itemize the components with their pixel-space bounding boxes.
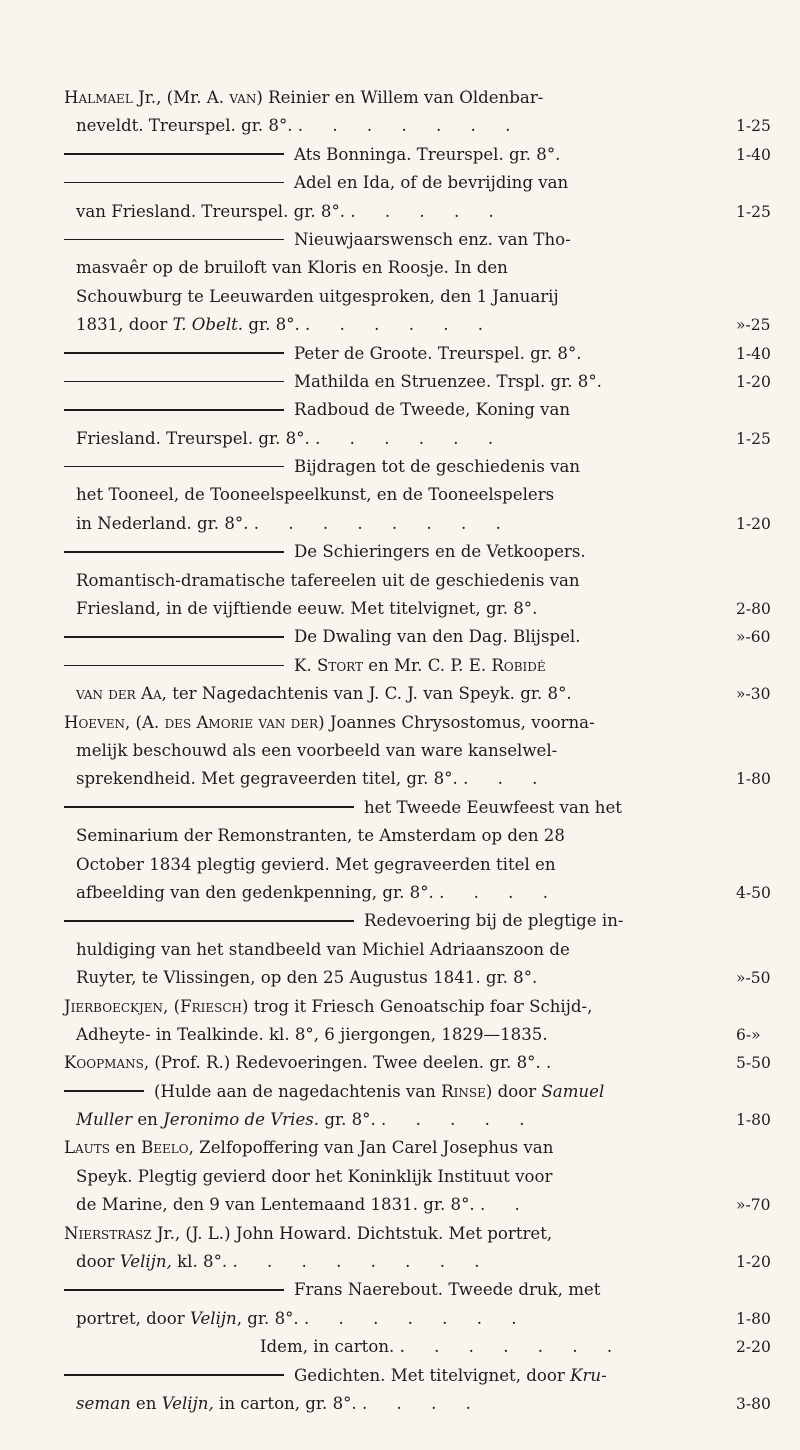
entry-line [64,623,771,651]
price: 5-50 [736,1054,771,1073]
entry-line [64,1248,771,1276]
leader-dots: . . . . . . [305,315,496,335]
entry-text: (Hulde aan de nagedachtenis van [154,1081,442,1101]
entry-line [64,112,771,140]
entry-text: Ruyter, te Vlissingen, op den 25 Augustus 1841. gr. 8°. [76,968,538,988]
catalog-entry [64,1276,771,1361]
entry-line [64,141,771,169]
entry-line [64,879,771,907]
leader-dots: . . [479,1195,532,1215]
entry-line [64,396,736,424]
entry-text: Peter de Groote. Treurspel. gr. 8°. [294,343,582,363]
entry-text: het Tweede Eeuwfeest van het [364,797,622,817]
ditto-rule [64,239,284,241]
price: »-25 [736,316,771,335]
entry-text: De Schieringers en de Vetkoopers. [294,542,586,562]
entry-line [64,567,736,595]
leader-dots: . . . . . . . [303,1308,529,1328]
entry-text: afbeelding van den gedenkpenning, gr. 8°. [76,882,434,902]
entry-text: Jeronimo de Vries. [163,1110,320,1130]
price: 2-80 [736,600,771,619]
leader-dots: . . . . . [350,201,506,221]
entry-line [64,481,736,509]
catalog-entry [64,538,771,623]
ditto-rule [64,1374,284,1376]
price: »-30 [736,685,771,704]
entry-text: Idem, in carton. [260,1337,395,1357]
price: 1-20 [736,1253,771,1272]
price: 3-80 [736,1394,771,1413]
ditto-rule [64,153,284,155]
ditto-rule [64,551,284,553]
entry-text: en Mr. C. P. E. [363,655,492,675]
catalog-entry [64,652,771,709]
ditto-rule [64,182,284,184]
entry-text: kl. 8°. [171,1252,228,1272]
entry-line [64,822,736,850]
catalog-entry [64,907,771,992]
leader-dots: . . . . . [381,1110,537,1130]
entry-line [64,169,736,197]
ditto-rule [64,381,284,383]
entry-text: van [229,88,257,107]
entry-text: Nierstrasz [64,1223,152,1243]
leader-dots: . . . . . . . [297,116,523,136]
entry-text: ) Joannes Chrysostomus, voorna- [318,712,595,732]
entry-line [64,1163,736,1191]
entry-text: Halmael [64,88,133,107]
catalog-entry [64,623,771,651]
entry-text: Velijn [190,1308,237,1328]
entry-line [64,964,771,992]
leader-dots: . . . . . . . [399,1337,625,1357]
entry-text: gr. 8°. [319,1110,376,1130]
entry-line [64,1021,761,1049]
entry-text: seman [76,1393,131,1413]
ditto-rule [64,1289,284,1291]
entry-text: Lauts [64,1138,111,1158]
entry-text: Velijn, [119,1252,172,1272]
entry-line [64,1220,736,1248]
entry-line [64,907,736,935]
entry-text: Mathilda en Struenzee. Trspl. gr. 8°. [294,371,602,391]
entry-text: Jr., (J. L.) John Howard. Dichtstuk. Met portret, [151,1223,553,1243]
entry-text: des Amorie van der [164,712,319,732]
leader-dots: . . . . . . . . [253,513,513,533]
entry-line [64,1390,771,1418]
entry-line [64,993,736,1021]
catalog-entry [64,368,771,396]
entry-text: Stort [316,655,363,675]
entry-text: Koopmans [64,1053,144,1073]
catalog-entry [64,396,771,453]
entry-text: Hoeven [64,712,125,732]
price: 4-50 [736,883,771,902]
entry-line [64,1362,736,1390]
price: »-70 [736,1196,771,1215]
ditto-rule [64,1090,144,1092]
entry-text: neveldt. Treurspel. gr. 8°. [76,116,293,136]
entry-text: , (Prof. R.) Redevoeringen. Twee deelen. gr. 8°. [143,1053,541,1073]
entry-text: in Nederland. gr. 8°. [76,513,249,533]
price: 1-80 [736,1309,771,1328]
price: 1-80 [736,1111,771,1130]
catalog-entry [64,1049,771,1077]
entry-text: in carton, gr. 8°. [213,1393,357,1413]
entry-line [64,595,771,623]
ditto-rule [64,466,284,468]
entry-text: Radboud de Tweede, Koning van [294,400,571,420]
entry-text: K. [294,655,317,675]
ditto-rule [64,920,354,922]
price: 1-80 [736,770,771,789]
entry-line [64,538,736,566]
entry-text: Velijn, [161,1393,214,1413]
entry-line [64,425,771,453]
entry-line [64,765,771,793]
entry-line [64,709,736,737]
entry-text: , ( [163,996,181,1016]
price: 1-25 [736,117,771,136]
entry-text: 1831, door [76,315,173,335]
entry-text: , (A. [125,712,165,732]
price: 2-20 [736,1338,771,1357]
price: »-50 [736,969,771,988]
catalog-entry [64,1362,771,1419]
entry-line [64,1078,736,1106]
catalog-entry [64,340,771,368]
entry-text: Rinse [441,1081,486,1101]
catalog-list [64,84,771,1418]
entry-text: huldiging van het standbeeld van Michiel Adriaanszoon de [76,939,570,959]
entry-text: Jierboeckjen [64,996,164,1016]
entry-text: het Tooneel, de Tooneelspeelkunst, en de Tooneelspelers [76,485,555,505]
entry-line [64,936,736,964]
leader-dots: . . . . [439,882,560,902]
entry-line [64,680,771,708]
entry-line [64,1134,736,1162]
entry-text: Robidé [491,655,546,675]
entry-line [64,198,771,226]
entry-text: October 1834 plegtig gevierd. Met gegraveerden titel en [76,854,556,874]
catalog-entry [64,1220,771,1277]
entry-text: Friesland. Treurspel. gr. 8°. [76,428,310,448]
price: 1-40 [736,145,771,164]
entry-line [64,311,771,339]
entry-line [64,794,736,822]
entry-text: Redevoering bij de plegtige in- [364,911,624,931]
entry-text: ) door [485,1081,542,1101]
leader-dots: . . . . . . [315,428,506,448]
ditto-rule [64,806,354,808]
entry-line [64,340,771,368]
catalog-entry [64,1078,771,1135]
price: 6-» [736,1025,761,1044]
price: 1-25 [736,202,771,221]
catalog-entry [64,993,761,1050]
entry-text: Seminarium der Remonstranten, te Amsterdam op den 28 [76,826,565,846]
entry-text: Samuel [541,1081,605,1101]
price: »-60 [736,628,771,647]
entry-text: Gedichten. Met titelvignet, door [294,1365,571,1385]
entry-text: , Zelfopoffering van Jan Carel Josephus van [188,1138,554,1158]
entry-line [64,453,736,481]
catalog-entry [64,141,771,169]
catalog-entry [64,84,771,141]
entry-text: Schouwburg te Leeuwarden uitgesproken, den 1 Januarij [76,286,559,306]
ditto-rule [64,352,284,354]
entry-text: masvaêr op de bruiloft van Kloris en Roosje. In den [76,258,508,278]
catalog-entry [64,794,771,908]
entry-text: Bijdragen tot de geschiedenis van [294,457,581,477]
entry-text: , gr. 8°. [236,1308,299,1328]
price: 1-40 [736,344,771,363]
entry-text: ) Reinier en Willem van Oldenbar- [256,88,544,107]
entry-line [64,226,736,254]
entry-line [64,1106,771,1134]
entry-text: Ats Bonninga. Treurspel. gr. 8°. [294,144,561,164]
price: 1-25 [736,429,771,448]
price: 1-20 [736,372,771,391]
entry-line [64,510,771,538]
entry-text: de Marine, den 9 van Lentemaand 1831. gr. 8°. [76,1195,475,1215]
entry-text: Friesch [180,996,242,1016]
entry-line [64,1049,771,1077]
entry-text: en [132,1110,164,1130]
leader-dots: . [546,1053,564,1073]
entry-line [64,254,736,282]
entry-text: , ter Nagedachtenis van J. C. J. van Speyk. gr. 8°. [161,684,572,704]
entry-text: van Friesland. Treurspel. gr. 8°. [76,201,346,221]
catalog-entry [64,709,771,794]
entry-text: portret, door [76,1308,190,1328]
catalog-entry [64,169,771,226]
entry-text: Kru- [570,1365,607,1385]
ditto-rule [64,636,284,638]
entry-text: Speyk. Plegtig gevierd door het Koninklijk Instituut voor [76,1166,553,1186]
entry-line [64,1276,736,1304]
ditto-rule [64,665,284,667]
entry-text: en [130,1393,162,1413]
entry-line [64,283,736,311]
entry-text: Jr., (Mr. A. [132,88,230,107]
entry-text: door [76,1252,120,1272]
entry-line [64,1333,771,1361]
entry-line [64,1191,771,1219]
entry-text: en [110,1138,142,1158]
catalog-entry [64,226,771,340]
entry-text: De Dwaling van den Dag. Blijspel. [294,627,581,647]
entry-line [64,652,736,680]
entry-text: Adel en Ida, of de bevrijding van [294,173,569,193]
leader-dots: . . . . [361,1393,483,1413]
entry-text: Beelo [141,1138,189,1158]
ditto-rule [64,409,284,411]
catalog-entry [64,453,771,538]
entry-text: van der Aa [76,684,162,704]
entry-text: Frans Naerebout. Tweede druk, met [294,1280,601,1300]
entry-text: gr. 8°. [243,315,300,335]
entry-text: ) trog it Friesch Genoatschip foar Schijd-, [242,996,593,1016]
entry-line [64,851,736,879]
leader-dots: . . . [463,769,550,789]
leader-dots: . . . . . . . . [232,1252,492,1272]
entry-text: Muller [76,1110,133,1130]
entry-text: Adheyte- in Tealkinde. kl. 8°, 6 jiergongen, 1829—1835. [76,1024,548,1044]
catalog-entry [64,1134,771,1219]
entry-text: Friesland, in de vijftiende eeuw. Met titelvignet, gr. 8°. [76,599,538,619]
entry-text: sprekendheid. Met gegraveerden titel, gr. 8°. [76,769,458,789]
entry-text: Nieuwjaarswensch enz. van Tho- [294,229,571,249]
entry-text: Romantisch-dramatische tafereelen uit de geschiedenis van [76,570,580,590]
entry-line [64,84,736,112]
entry-text: T. Obelt. [172,315,244,335]
entry-line [64,368,771,396]
price: 1-20 [736,514,771,533]
entry-line [64,1305,771,1333]
entry-text: melijk beschouwd als een voorbeeld van ware kanselwel- [76,740,558,760]
entry-line [64,737,736,765]
